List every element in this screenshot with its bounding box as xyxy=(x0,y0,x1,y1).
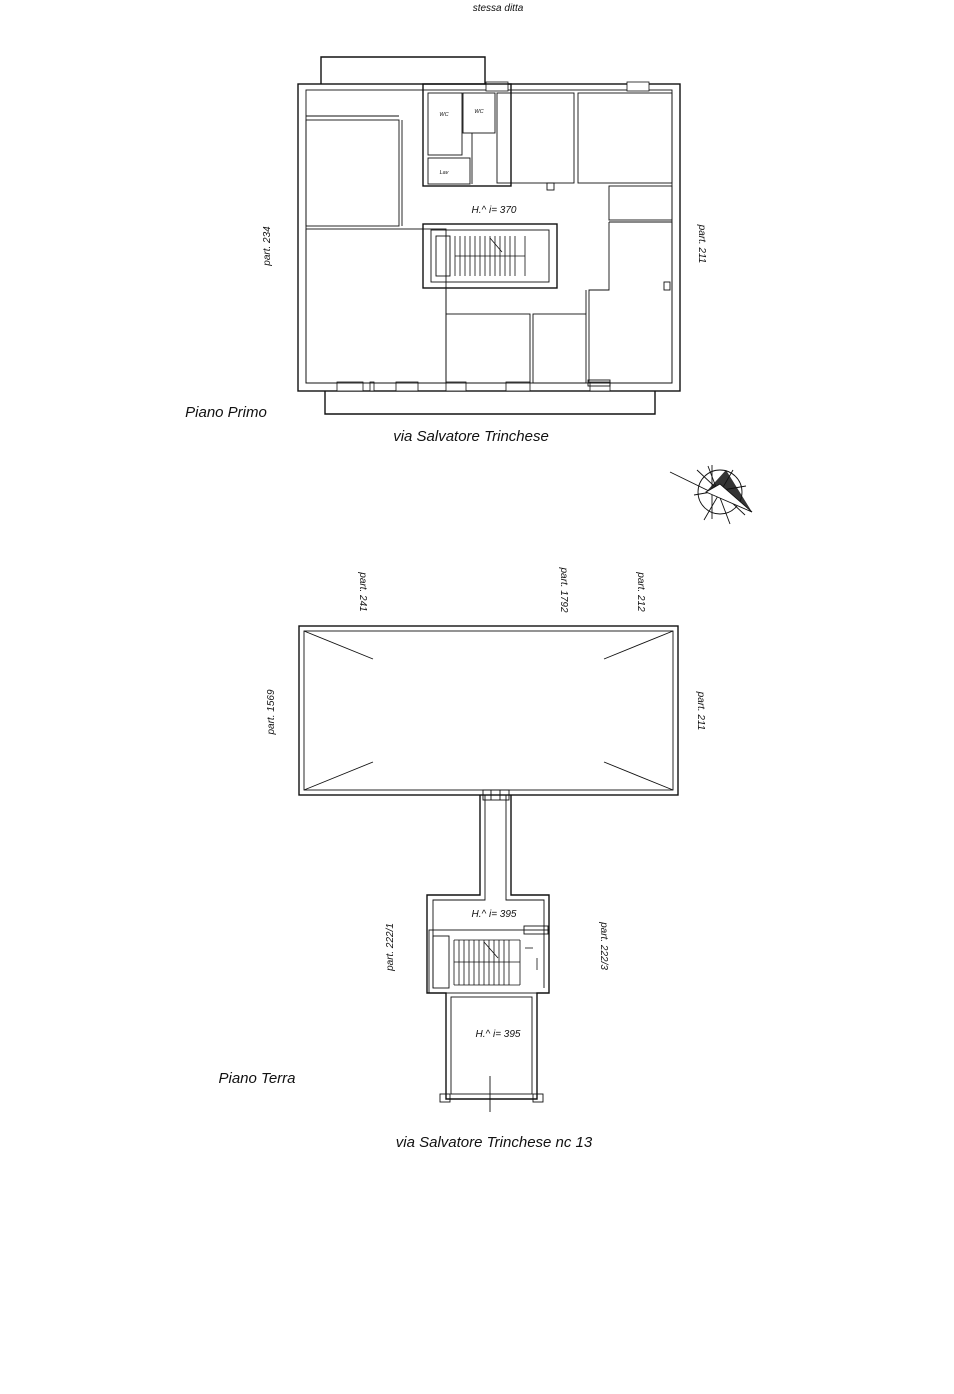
room-label-wc: WC xyxy=(439,112,449,118)
floor-outline xyxy=(298,84,680,391)
neighbor-label-top-mid: part. 1792 xyxy=(558,567,569,613)
neighbor-label-top-right: part. 212 xyxy=(635,572,646,612)
room-label-wc: WC xyxy=(474,109,484,115)
neighbor-label-left: part. 1569 xyxy=(266,689,277,735)
neighbor-label-right: part. 211 xyxy=(696,224,707,264)
street-label: via Salvatore Trinchese nc 13 xyxy=(395,1134,593,1151)
neighbor-label-top-left: part. 241 xyxy=(357,572,368,612)
floor-title: Piano Terra xyxy=(218,1070,296,1087)
room-label-lav: Lav xyxy=(439,170,449,176)
first-floor-plan xyxy=(185,57,707,445)
height-label: H.^ i= 395 xyxy=(475,1029,521,1040)
neighbor-label-stair-right: part. 222/3 xyxy=(598,922,609,970)
north-arrow-icon xyxy=(670,465,752,524)
neighbor-label-left: part. 234 xyxy=(262,226,273,266)
roof-outline xyxy=(299,626,678,795)
neighbor-label-stair-left: part. 222/1 xyxy=(385,923,396,971)
neighbor-label-right: part. 211 xyxy=(695,691,706,731)
floor-title: Piano Primo xyxy=(185,404,267,421)
ground-floor-plan xyxy=(219,566,707,1151)
top-balcony xyxy=(321,57,485,84)
street-label: via Salvatore Trinchese xyxy=(393,428,549,445)
header-note: stessa ditta xyxy=(472,3,524,14)
bottom-balcony xyxy=(325,391,655,414)
height-label: H.^ i= 395 xyxy=(471,909,517,920)
height-label: H.^ i= 370 xyxy=(471,205,517,216)
